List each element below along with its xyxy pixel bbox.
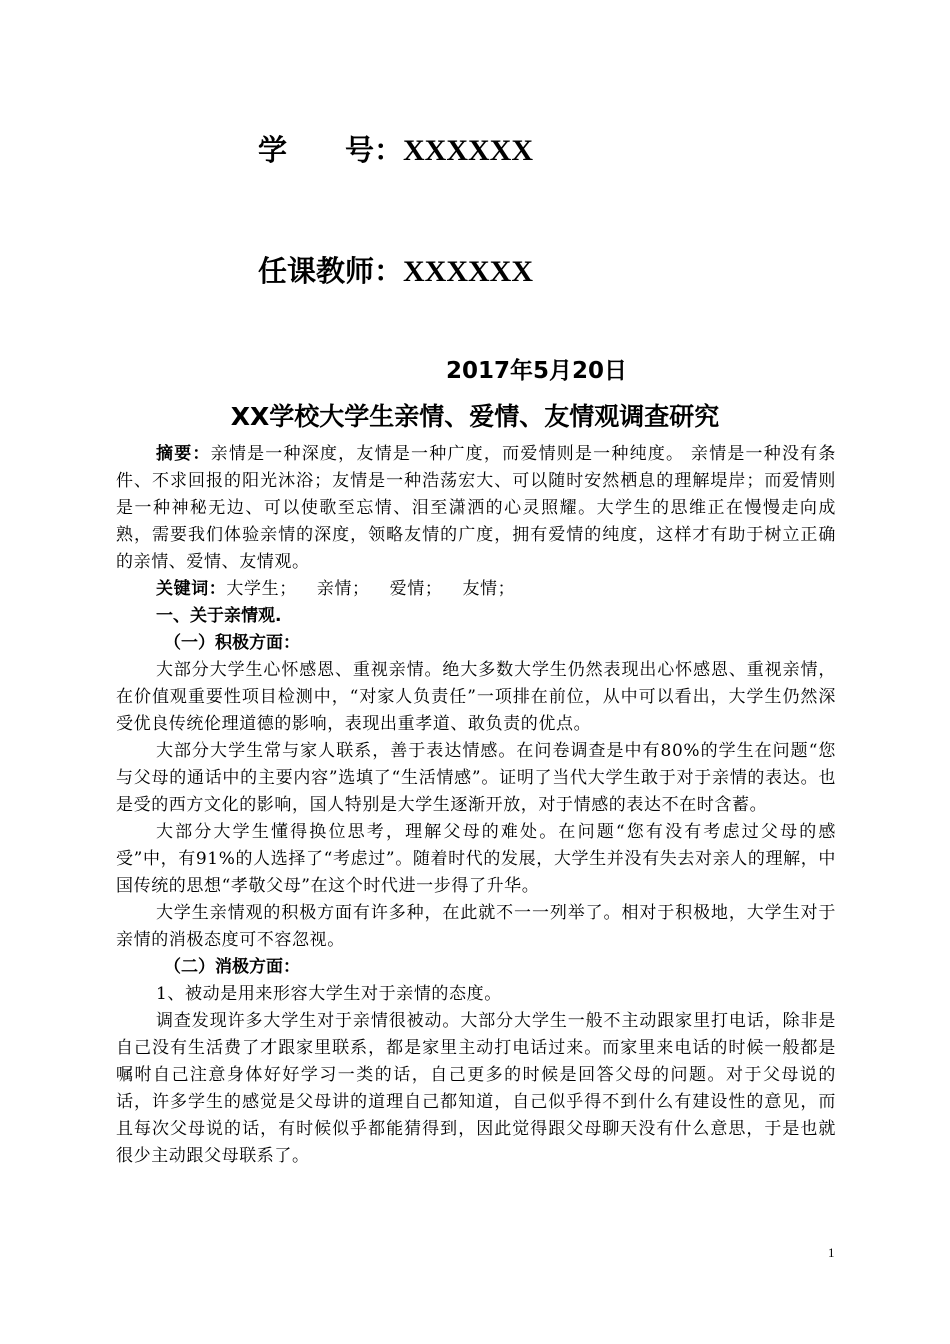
page-number: 1 xyxy=(828,1245,835,1260)
abstract-paragraph xyxy=(116,441,836,576)
negative-subheading: （二）消极方面： xyxy=(164,957,300,977)
body-paragraph: 大部分大学生常与家人联系，善于表达情感。在问卷调查是中有80%的学生在问题“您与父母的通话中的主要内容”选填了“生活情感”。证明了当代大学生敢于对于亲情的表达。也是受的西方文化的影响，国人特别是大学生逐渐开放，对于情感的表达不在时含蓄。 xyxy=(116,741,836,815)
keyword-item: 大学生； xyxy=(226,579,297,599)
student-id-value: XXXXXX xyxy=(403,134,534,167)
body-paragraph: 大部分大学生心怀感恩、重视亲情。绝大多数大学生仍然表现出心怀感恩、重视亲情，在价值观重要性项目检测中，“对家人负责任”一项排在前位，从中可以看出，大学生仍然深受优良传统伦理道德的影响，表现出重孝道、敢负责的优点。 xyxy=(116,660,836,734)
keywords-line xyxy=(116,576,836,603)
teacher-label: 任课教师： xyxy=(258,254,404,288)
student-id-line xyxy=(258,132,533,169)
positive-subheading: （一）积极方面： xyxy=(164,633,300,653)
keyword-item: 爱情； xyxy=(389,579,443,599)
keywords-label: 关键词： xyxy=(156,579,227,599)
student-id-label: 学 号： xyxy=(258,133,404,167)
body-paragraph: 大部分大学生懂得换位思考，理解父母的难处。在问题“您有没有考虑过父母的感受”中，有91%的人选择了“考虑过”。随着时代的发展，大学生并没有失去对亲人的理解，中国传统的思想“孝敬父母”在这个时代进一步得了升华。 xyxy=(116,822,836,896)
abstract-text: 亲情是一种深度，友情是一种广度，而爱情则是一种纯度。 亲情是一种没有条件、不求回报的阳光沐浴；友情是一种浩荡宏大、可以随时安然栖息的理解堤岸；而爱情则是一种神秘无边、可以使歌至忘情、泪至潇洒的心灵照耀。大学生的思维正在慢慢走向成熟，需要我们体验亲情的深度，领略友情的广度，拥有爱情的纯度，这样才有助于树立正确的亲情、爱情、友情观。 xyxy=(116,444,836,572)
report-date: 2017年5月20日 xyxy=(446,358,628,384)
teacher-value: XXXXXX xyxy=(403,255,534,288)
keyword-item: 亲情； xyxy=(316,579,370,599)
body-paragraph: 调查发现许多大学生对于亲情很被动。大部分大学生一般不主动跟家里打电话，除非是自己没有生活费了才跟家里联系，都是家里主动打电话过来。而家里来电话的时候一般都是嘱咐自己注意身体好好学习一类的话，自己更多的时候是回答父母的问题。对于父母说的话，许多学生的感觉是父母讲的道理自己都知道，自己似乎得不到什么有建设性的意见，而且每次父母说的话，有时候似乎都能猜得到，因此觉得跟父母聊天没有什么意思，于是也就很少主动跟父母联系了。 xyxy=(116,1011,836,1166)
section-heading: 一、关于亲情观. xyxy=(156,606,282,626)
body-paragraph: 大学生亲情观的积极方面有许多种，在此就不一一列举了。相对于积极地，大学生对于亲情的消极态度可不容忽视。 xyxy=(116,903,836,950)
document-body xyxy=(116,441,836,1170)
document-title: XX学校大学生亲情、爱情、友情观调查研究 xyxy=(230,402,720,431)
abstract-label: 摘要： xyxy=(156,444,211,464)
body-paragraph: 1、被动是用来形容大学生对于亲情的态度。 xyxy=(156,984,502,1004)
teacher-line xyxy=(258,253,533,290)
keyword-item: 友情； xyxy=(462,579,516,599)
